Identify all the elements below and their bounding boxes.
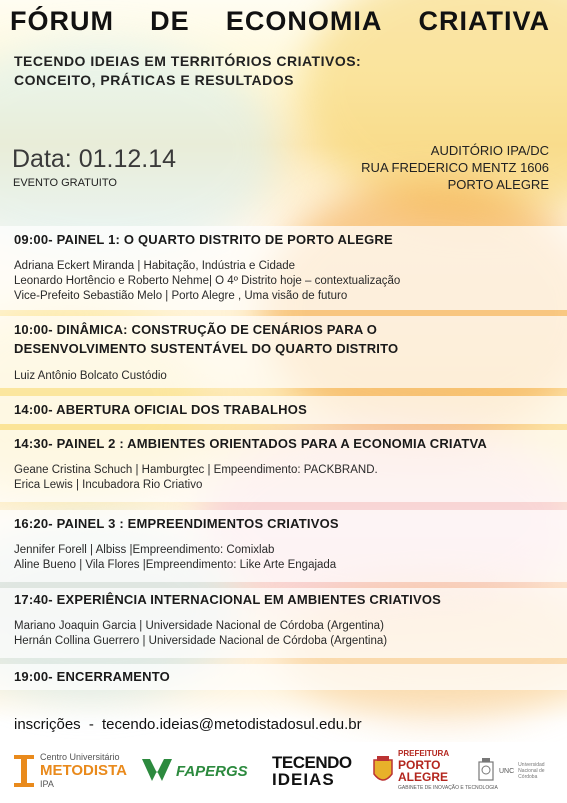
- fapergs-icon: [142, 759, 172, 783]
- schedule-heading: DESENVOLVIMENTO SUSTENTÁVEL DO QUARTO DISTRITO: [14, 341, 399, 356]
- prefeitura-line: GABINETE DE INOVAÇÃO E TECNOLOGIA: [398, 785, 498, 791]
- tecendo-ideias-logo: [272, 748, 352, 794]
- speaker-line: Luiz Antônio Bolcato Custódio: [14, 370, 167, 382]
- speaker-line: Jennifer Forell | Albiss |Empreendimento: Comixlab: [14, 544, 275, 556]
- page-title: [10, 6, 550, 37]
- speaker-line: Mariano Joaquin Garcia | Universidade Nacional de Córdoba (Argentina): [14, 620, 384, 632]
- free-event-label: EVENTO GRATUITO: [13, 177, 117, 189]
- unc-name: Universidad Nacional de Córdoba: [518, 762, 545, 780]
- venue: [361, 142, 549, 193]
- venue-line: RUA FREDERICO MENTZ 1606: [361, 160, 549, 175]
- tecendo-line: TECENDO: [272, 753, 352, 772]
- metodista-line: METODISTA: [40, 762, 127, 779]
- speaker-line: Aline Bueno | Vila Flores |Empreendimento: Like Arte Engajada: [14, 559, 337, 571]
- speaker-line: Geane Cristina Schuch | Hamburgtec | Empeendimento: PACKBRAND.: [14, 464, 378, 476]
- registration-info: inscrições - tecendo.ideias@metodistadosul.edu.br: [14, 716, 362, 733]
- event-date: Data: 01.12.14: [12, 145, 177, 173]
- unc-label: UNC: [499, 767, 515, 775]
- schedule-heading: 17:40- EXPERIÊNCIA INTERNACIONAL EM AMBIENTES CRIATIVOS: [14, 592, 442, 607]
- metodista-line: Centro Universitário: [40, 752, 120, 762]
- venue-line: PORTO ALEGRE: [447, 177, 549, 192]
- prefeitura-line: PREFEITURA: [398, 749, 450, 758]
- metodista-logo: [12, 748, 127, 794]
- schedule-heading: 19:00- ENCERRAMENTO: [14, 669, 170, 684]
- title-word: DE: [150, 6, 190, 36]
- schedule-item: [14, 400, 554, 419]
- schedule-heading: 10:00- DINÂMICA: CONSTRUÇÃO DE CENÁRIOS PARA O: [14, 322, 378, 337]
- speaker-line: Adriana Eckert Miranda | Habitação, Indústria e Cidade: [14, 260, 296, 272]
- schedule-heading: 14:00- ABERTURA OFICIAL DOS TRABALHOS: [14, 402, 307, 417]
- sponsor-logos: [0, 742, 567, 803]
- fapergs-logo: [142, 748, 248, 794]
- fapergs-label: FAPERGS: [176, 762, 248, 780]
- title-word: CRIATIVA: [418, 6, 550, 36]
- venue-line: AUDITÓRIO IPA/DC: [430, 143, 549, 158]
- schedule-item: [14, 667, 554, 686]
- unc-logo: [476, 748, 550, 794]
- schedule-item: [14, 434, 554, 493]
- speaker-line: Erica Lewis | Incubadora Rio Criativo: [14, 479, 203, 491]
- speaker-line: Hernán Collina Guerrero | Universidade Nacional de Córdoba (Argentina): [14, 635, 388, 647]
- unc-crest-icon: [476, 758, 496, 784]
- metodista-line: IPA: [40, 779, 54, 789]
- schedule-item: [14, 230, 554, 304]
- title-word: FÓRUM: [10, 6, 114, 36]
- schedule-item: [14, 320, 554, 384]
- title-word: ECONOMIA: [225, 6, 383, 36]
- prefeitura-line: PORTO: [398, 758, 441, 772]
- tecendo-line: IDEIAS: [272, 770, 335, 789]
- subtitle: [14, 52, 361, 90]
- coat-of-arms-icon: [372, 756, 394, 786]
- speaker-line: Vice-Prefeito Sebastião Melo | Porto Alegre , Uma visão de futuro: [14, 290, 348, 302]
- metodista-icon: [12, 753, 36, 789]
- schedule-heading: 16:20- PAINEL 3 : EMPREENDIMENTOS CRIATIVOS: [14, 516, 339, 531]
- speaker-line: Leonardo Hortêncio e Roberto Nehme| O 4º Distrito hoje – contextualização: [14, 275, 401, 287]
- prefeitura-line: ALEGRE: [398, 770, 449, 784]
- subtitle-line: CONCEITO, PRÁTICAS E RESULTADOS: [14, 72, 294, 88]
- schedule-heading: 09:00- PAINEL 1: O QUARTO DISTRITO DE PORTO ALEGRE: [14, 232, 393, 247]
- subtitle-line: TECENDO IDEIAS EM TERRITÓRIOS CRIATIVOS:: [14, 53, 362, 69]
- schedule-item: [14, 590, 554, 649]
- schedule-heading: 14:30- PAINEL 2 : AMBIENTES ORIENTADOS PARA A ECONOMIA CRIATVA: [14, 436, 487, 451]
- schedule-item: [14, 514, 554, 573]
